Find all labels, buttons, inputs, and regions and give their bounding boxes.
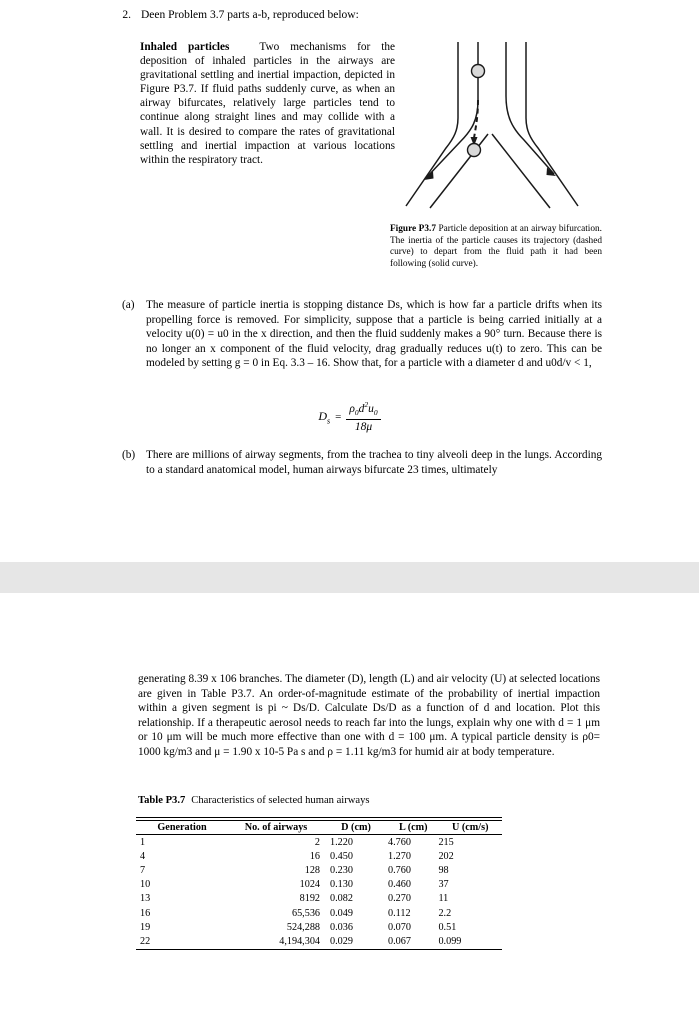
cell-length: 0.067 xyxy=(388,935,411,947)
problem-number: 2. xyxy=(122,9,131,21)
table-header-row xyxy=(136,821,502,835)
cell-length: 4.760 xyxy=(388,836,411,848)
cell-diameter: 0.029 xyxy=(330,935,353,947)
table-row xyxy=(136,934,502,949)
cell-no-airways: 524,288 xyxy=(286,921,320,933)
th-generation: Generation xyxy=(157,822,207,833)
table-row xyxy=(136,906,502,920)
right-branch-inner-wall xyxy=(492,134,550,208)
cell-velocity: 0.51 xyxy=(438,921,457,933)
part-b xyxy=(122,448,602,477)
equation-denominator: 18μ xyxy=(346,419,380,434)
excerpt-paragraph xyxy=(140,40,395,167)
table-row xyxy=(136,835,502,849)
part-a xyxy=(122,298,602,371)
cell-generation: 13 xyxy=(140,893,151,905)
cell-no-airways: 65,536 xyxy=(291,907,320,919)
cell-length: 0.760 xyxy=(388,864,411,876)
cell-velocity: 0.099 xyxy=(438,935,462,947)
particle-upper xyxy=(472,65,485,78)
airways-table xyxy=(136,817,502,950)
cell-velocity: 11 xyxy=(438,893,449,905)
cell-diameter: 0.450 xyxy=(330,850,353,862)
excerpt-body: Two mechanisms for the deposition of inhaled particles in the airways are gravitational settling and inertial impaction, depicted in Figure P3.7. If fluid paths suddenly curve, as when an airway bifurcates, relatively large particles tend to continue along straight lines and may collide with a wall. It is desired to compare the rates of gravitational settling and inertial impaction at various locations within the respiratory tract. xyxy=(140,41,395,166)
table-row xyxy=(136,920,502,934)
figure-caption-label: Figure P3.7 xyxy=(390,224,436,234)
cell-generation: 10 xyxy=(140,879,151,891)
cell-length: 0.070 xyxy=(388,921,411,933)
cell-velocity: 98 xyxy=(438,864,449,876)
left-branch-inner-wall xyxy=(430,134,488,208)
cell-generation: 7 xyxy=(140,864,146,876)
figure-caption xyxy=(390,224,602,270)
table-row xyxy=(136,849,502,863)
figure-airway-bifurcation xyxy=(400,38,600,218)
cell-velocity: 37 xyxy=(438,879,449,891)
equation-inner xyxy=(318,401,380,433)
cell-no-airways: 1024 xyxy=(299,879,320,891)
right-fluid-streamline xyxy=(506,42,554,174)
cell-diameter: 0.036 xyxy=(330,921,353,933)
table-caption-text: Characteristics of selected human airways xyxy=(191,795,370,806)
cell-diameter: 0.082 xyxy=(330,893,353,905)
page-break-band xyxy=(0,562,699,593)
cell-length: 0.460 xyxy=(388,879,411,891)
bifurcation-diagram-svg xyxy=(400,38,600,220)
equation-equals: = xyxy=(335,411,342,424)
particle-lower xyxy=(468,144,481,157)
problem-heading-row xyxy=(0,8,699,23)
cell-diameter: 0.130 xyxy=(330,879,353,891)
cell-length: 1.270 xyxy=(388,850,411,862)
equation-fraction xyxy=(346,401,380,433)
cell-generation: 1 xyxy=(140,836,146,848)
display-equation xyxy=(0,401,699,433)
cell-velocity: 2.2 xyxy=(438,907,452,919)
equation-lhs: $D_s$ xyxy=(318,409,331,426)
excerpt-heading: Inhaled particles xyxy=(140,41,230,53)
cell-length: 0.112 xyxy=(388,907,411,919)
cell-velocity: 215 xyxy=(438,836,454,848)
cell-no-airways: 8192 xyxy=(299,893,320,905)
part-b-marker: (b) xyxy=(122,449,136,461)
table-caption xyxy=(138,795,370,806)
part-b-text: There are millions of airway segments, from the trachea to tiny alveoli deep in the lungs. According to a standard anatomical model, human airways bifurcate 23 times, ultimately xyxy=(146,449,602,476)
cell-diameter: 1.220 xyxy=(330,836,353,848)
cell-velocity: 202 xyxy=(438,850,454,862)
cell-length: 0.270 xyxy=(388,893,411,905)
cell-diameter: 0.049 xyxy=(330,907,353,919)
cell-no-airways: 128 xyxy=(304,864,320,876)
th-diameter: D (cm) xyxy=(341,822,371,833)
equation-numerator: $\rho_0d^2u_0$ xyxy=(349,400,378,418)
part-b-continued-text: generating 8.39 x 106 branches. The diameter (D), length (L) and air velocity (U) at selected locations are given in Table P3.7. An order-of-magnitude estimate of the probability of inertial impaction within a given segment is pi ~ Ds/D. Calculate Ds/D as a function of d and location. Plot this relationship. If a therapeutic aerosol needs to reach far into the lungs, explain why one with d = 1 μm or 10 μm will be much more effective than one with d = 100 μm. A typical particle density is ρ0= 1000 kg/m3 and μ = 1.90 x 10-5 Pa s and ρ = 1.11 kg/m3 for humid air at body temperature. xyxy=(138,673,600,758)
cell-diameter: 0.230 xyxy=(330,864,353,876)
right-outer-wall xyxy=(526,42,578,206)
cell-no-airways: 4,194,304 xyxy=(279,935,320,947)
cell-no-airways: 2 xyxy=(314,836,320,848)
problem-title: Deen Problem 3.7 parts a-b, reproduced below: xyxy=(141,9,359,21)
th-no-of-airways: No. of airways xyxy=(244,822,308,833)
cell-no-airways: 16 xyxy=(309,850,320,862)
table-caption-label: Table P3.7 xyxy=(138,795,186,806)
table-bottom-rule xyxy=(136,949,502,950)
table-row xyxy=(136,878,502,892)
part-a-text: The measure of particle inertia is stopping distance Ds, which is how far a particle drifts when its propelling force is removed. For simplicity, suppose that a particle is being carried initially at a velocity u(0) = u0 in the x direction, and then the fluid suddenly makes a 90° turn. Because there is no longer an x component of the fluid velocity, drag gradually reduces u(t) to zero. This can be modeled by setting g = 0 in Eq. 3.3 – 16. Show that, for a particle with a diameter d and u0d/v < 1, xyxy=(146,299,602,370)
cell-generation: 22 xyxy=(140,935,151,947)
table-row xyxy=(136,863,502,877)
th-velocity: U (cm/s) xyxy=(451,822,489,833)
cell-generation: 19 xyxy=(140,921,151,933)
cell-generation: 16 xyxy=(140,907,151,919)
table-row xyxy=(136,892,502,906)
cell-generation: 4 xyxy=(140,850,146,862)
part-a-marker: (a) xyxy=(122,299,135,311)
figure-caption-text: Particle deposition at an airway bifurcation. The inertia of the particle causes its trajectory (dashed curve) to depart from the fluid path it had been following (solid curve). xyxy=(390,224,602,269)
th-length: L (cm) xyxy=(398,822,428,833)
